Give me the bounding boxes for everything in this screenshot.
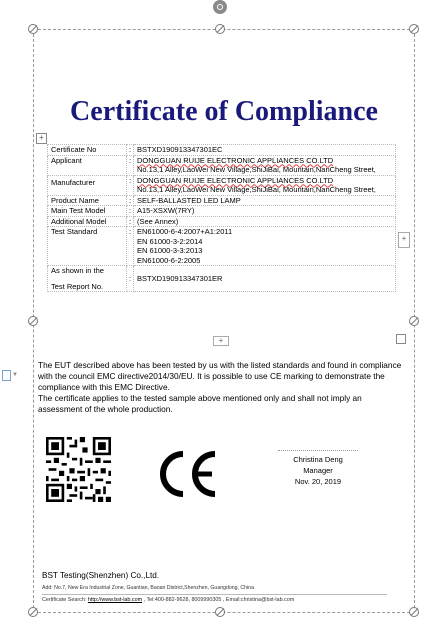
test-report-number: BSTXD190913347301ER [134, 266, 396, 292]
applicant-address: No.13,1 Alley,LaoWei New Village,ShiJiBai, Mountain,NanCheng Street, [137, 165, 376, 174]
layout-options-icon[interactable] [2, 370, 11, 381]
resize-handle-icon[interactable] [215, 607, 225, 617]
resize-handle-icon[interactable] [409, 607, 419, 617]
resize-handle-icon[interactable] [409, 24, 419, 34]
row-label: Main Test Model [48, 206, 127, 217]
certificate-title: Certificate of Compliance [70, 96, 378, 127]
signatory-role: Manager [303, 466, 333, 475]
row-label: As shown in the [51, 266, 104, 275]
table-row: As shown in the Test Report No. : BSTXD190913347301ER [48, 266, 396, 292]
footer-divider [42, 594, 387, 595]
resize-handle-icon[interactable] [28, 24, 38, 34]
table-row: Certificate No : BSTXD190913347301EC [48, 145, 396, 156]
row-label: Additional Model [48, 216, 127, 227]
table-row: Product Name : SELF-BALLASTED LED LAMP [48, 195, 396, 206]
table-row: Test Standard : EN61000-6-4:2007+A1:2011 EN 61000-3-2:2014 EN 61000-3-3:2013 EN61000-6-2:2005 [48, 227, 396, 266]
test-standard: EN61000-6-2:2005 [137, 255, 201, 265]
table-move-icon[interactable]: + [36, 133, 47, 144]
certificate-search-label: Certificate Search: [42, 597, 87, 603]
certificate-description [38, 360, 408, 415]
table-add-column-icon[interactable]: + [398, 232, 410, 248]
telephone: Tel:400-882-9628, 8009990305 [146, 597, 222, 603]
description-paragraph: The certificate applies to the tested sample above mentioned only and shall not imply an assessment of the whole production. [38, 393, 362, 414]
qr-code-icon [46, 437, 111, 502]
table-row: Applicant : DONGGUAN RUIJE ELECTRONIC APPLIANCES CO.LTD No.13,1 Alley,LaoWei New Village,ShiJiBai, Mountain,NanCheng Street, [48, 155, 396, 175]
row-label: Product Name [48, 195, 127, 206]
row-label: Test Standard [48, 227, 127, 266]
manufacturer-name: DONGGUAN RUIJE ELECTRONIC APPLIANCES CO.LTD [137, 175, 334, 185]
table-row: Manufacturer : DONGGUAN RUIJE ELECTRONIC APPLIANCES CO.LTD No.13,1 Alley,LaoWei New Village,ShiJiBai, Mountain,NanCheng Street, [48, 175, 396, 195]
certificate-number: BSTXD190913347301EC [134, 145, 396, 156]
footer: Certificate Search: http://www.bst-lab.com , Tel:400-882-9628, 8009990305 , Email:christina@bst-lab.com [42, 597, 295, 603]
description-paragraph: The EUT described above has been tested by us with the listed standards and found in compliance with the council EMC directive2014/30/EU. It is possible to use CE marking to demonstrate the compliance with this EMC Directive. [38, 360, 402, 392]
table-resize-icon[interactable] [396, 334, 406, 344]
applicant-name: DONGGUAN RUIJE ELECTRONIC APPLIANCES CO.LTD [137, 155, 334, 165]
table-row: Main Test Model : A15-XSXW(7RY) [48, 206, 396, 217]
test-standard: EN61000-6-4:2007+A1:2011 [137, 227, 233, 236]
rotate-handle-icon[interactable] [213, 0, 227, 14]
manufacturer-address: No.13,1 Alley,LaoWei New Village,ShiJiBai, Mountain,NanCheng Street, [137, 185, 376, 194]
additional-model: (See Annex) [134, 216, 396, 227]
resize-handle-icon[interactable] [409, 316, 419, 326]
resize-handle-icon[interactable] [28, 607, 38, 617]
signatory-block [278, 450, 358, 487]
certificate-table [47, 144, 396, 292]
row-label: Applicant [48, 155, 127, 175]
ce-mark-icon [155, 450, 221, 498]
resize-handle-icon[interactable] [28, 316, 38, 326]
table-add-row-icon[interactable]: + [213, 336, 229, 346]
product-name: SELF-BALLASTED LED LAMP [134, 195, 396, 206]
test-standard: EN 61000-3-3:2013 [137, 246, 203, 255]
signatory-name: Christina Deng [293, 455, 343, 464]
row-label: Certificate No [48, 145, 127, 156]
main-test-model: A15-XSXW(7RY) [134, 206, 396, 217]
test-standard: EN 61000-3-2:2014 [137, 236, 203, 246]
signature-date: Nov. 20, 2019 [294, 477, 342, 486]
chevron-down-icon[interactable]: ▼ [12, 372, 18, 378]
company-name: BST Testing(Shenzhen) Co.,Ltd. [42, 571, 160, 580]
resize-handle-icon[interactable] [215, 24, 225, 34]
website-link[interactable]: http://www.bst-lab.com [87, 597, 143, 603]
email: Email:christina@bst-lab.com [225, 597, 295, 603]
company-address: Add: No.7, New Era Industrial Zone, Guantian, Baoan District,Shenzhen, Guangdong, China [42, 585, 254, 591]
row-label: Manufacturer [48, 175, 127, 195]
table-row: Additional Model : (See Annex) [48, 216, 396, 227]
row-label: Test Report No. [51, 281, 104, 291]
